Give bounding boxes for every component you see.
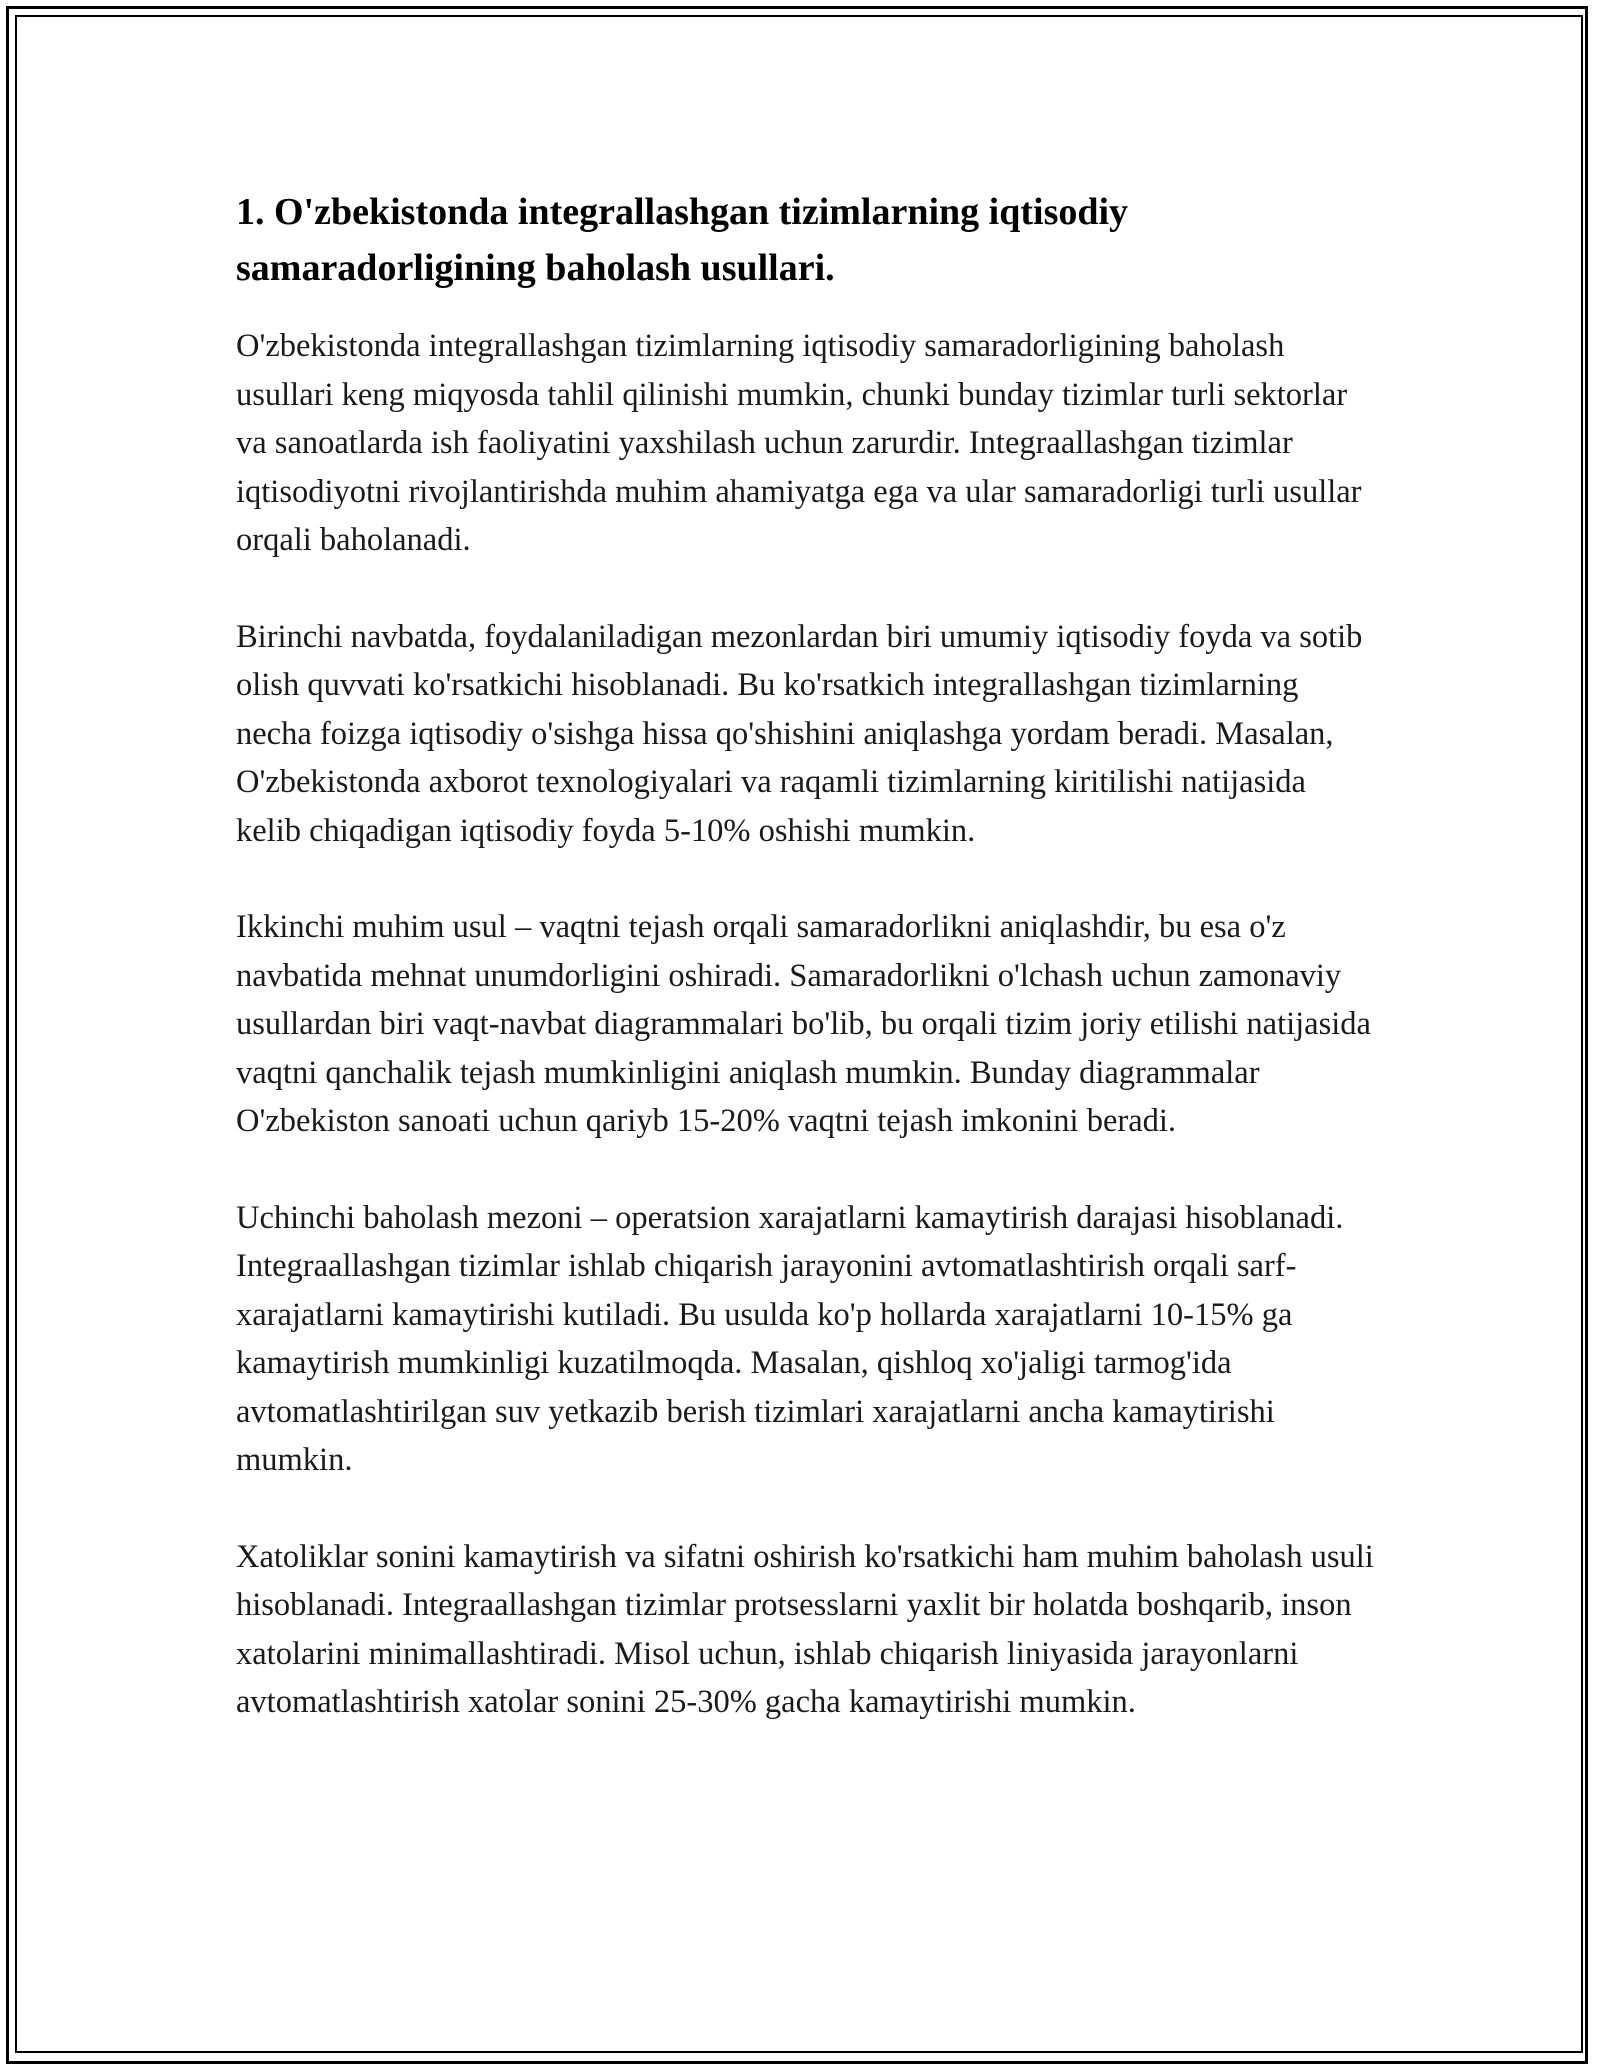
paragraph-second-method: Ikkinchi muhim usul – vaqtni tejash orqali samaradorlikni aniqlashdir, bu esa o'z navbatida mehnat unumdorligini oshiradi. Samaradorlikni o'lchash uchun zamonaviy usullardan biri vaqt-navbat diagrammalari bo'lib, bu orqali tizim joriy etilishi natijasida vaqtni qanchalik tejash mumkinligini aniqlash mumkin. Bunday diagrammalar O'zbekiston sanoati uchun qariyb 15-20% vaqtni tejash imkonini beradi.: [236, 909, 1371, 1139]
document-title: 1. O'zbekistonda integrallashgan tizimlarning iqtisodiy samaradorligining baholash usullari.: [236, 191, 1129, 289]
paragraph-error-reduction: Xatoliklar sonini kamaytirish va sifatni oshirish ko'rsatkichi ham muhim baholash usuli hisoblanadi. Integraallashgan tizimlar protsesslarni yaxlit bir holatda boshqarib, inson xatolarini minimallashtiradi. Misol uchun, ishlab chiqarish liniyasida jarayonlarni avtomatlashtirish xatolar sonini 25-30% gacha kamaytirishi mumkin.: [236, 1538, 1374, 1720]
document-body: [236, 184, 1376, 1727]
paragraph-third-criterion: Uchinchi baholash mezoni – operatsion xarajatlarni kamaytirish darajasi hisoblanadi. Integraallashgan tizimlar ishlab chiqarish jarayonini avtomatlashtirish orqali sarf-xarajatlarni kamaytirishi kutiladi. Bu usulda ko'p hollarda xarajatlarni 10-15% ga kamaytirish mumkinligi kuzatilmoqda. Masalan, qishloq xo'jaligi tarmog'ida avtomatlashtirilgan suv yetkazib berish tizimlari xarajatlarni ancha kamaytirishi mumkin.: [236, 1199, 1344, 1478]
paragraph-first-criterion: Birinchi navbatda, foydalaniladigan mezonlardan biri umumiy iqtisodiy foyda va sotib olish quvvati ko'rsatkichi hisoblanadi. Bu ko'rsatkich integrallashgan tizimlarning necha foizga iqtisodiy o'sishga hissa qo'shishini aniqlashga yordam beradi. Masalan, O'zbekistonda axborot texnologiyalari va raqamli tizimlarning kiritilishi natijasida kelib chiqadigan iqtisodiy foyda 5-10% oshishi mumkin.: [236, 618, 1363, 849]
paragraph-intro: O'zbekistonda integrallashgan tizimlarning iqtisodiy samaradorligining baholash usullari keng miqyosda tahlil qilinishi mumkin, chunki bunday tizimlar turli sektorlar va sanoatlarda ish faoliyatini yaxshilash uchun zarurdir. Integraallashgan tizimlar iqtisodiyotni rivojlantirishda muhim ahamiyatga ega va ular samaradorligi turli usullar orqali baholanadi.: [236, 328, 1362, 558]
